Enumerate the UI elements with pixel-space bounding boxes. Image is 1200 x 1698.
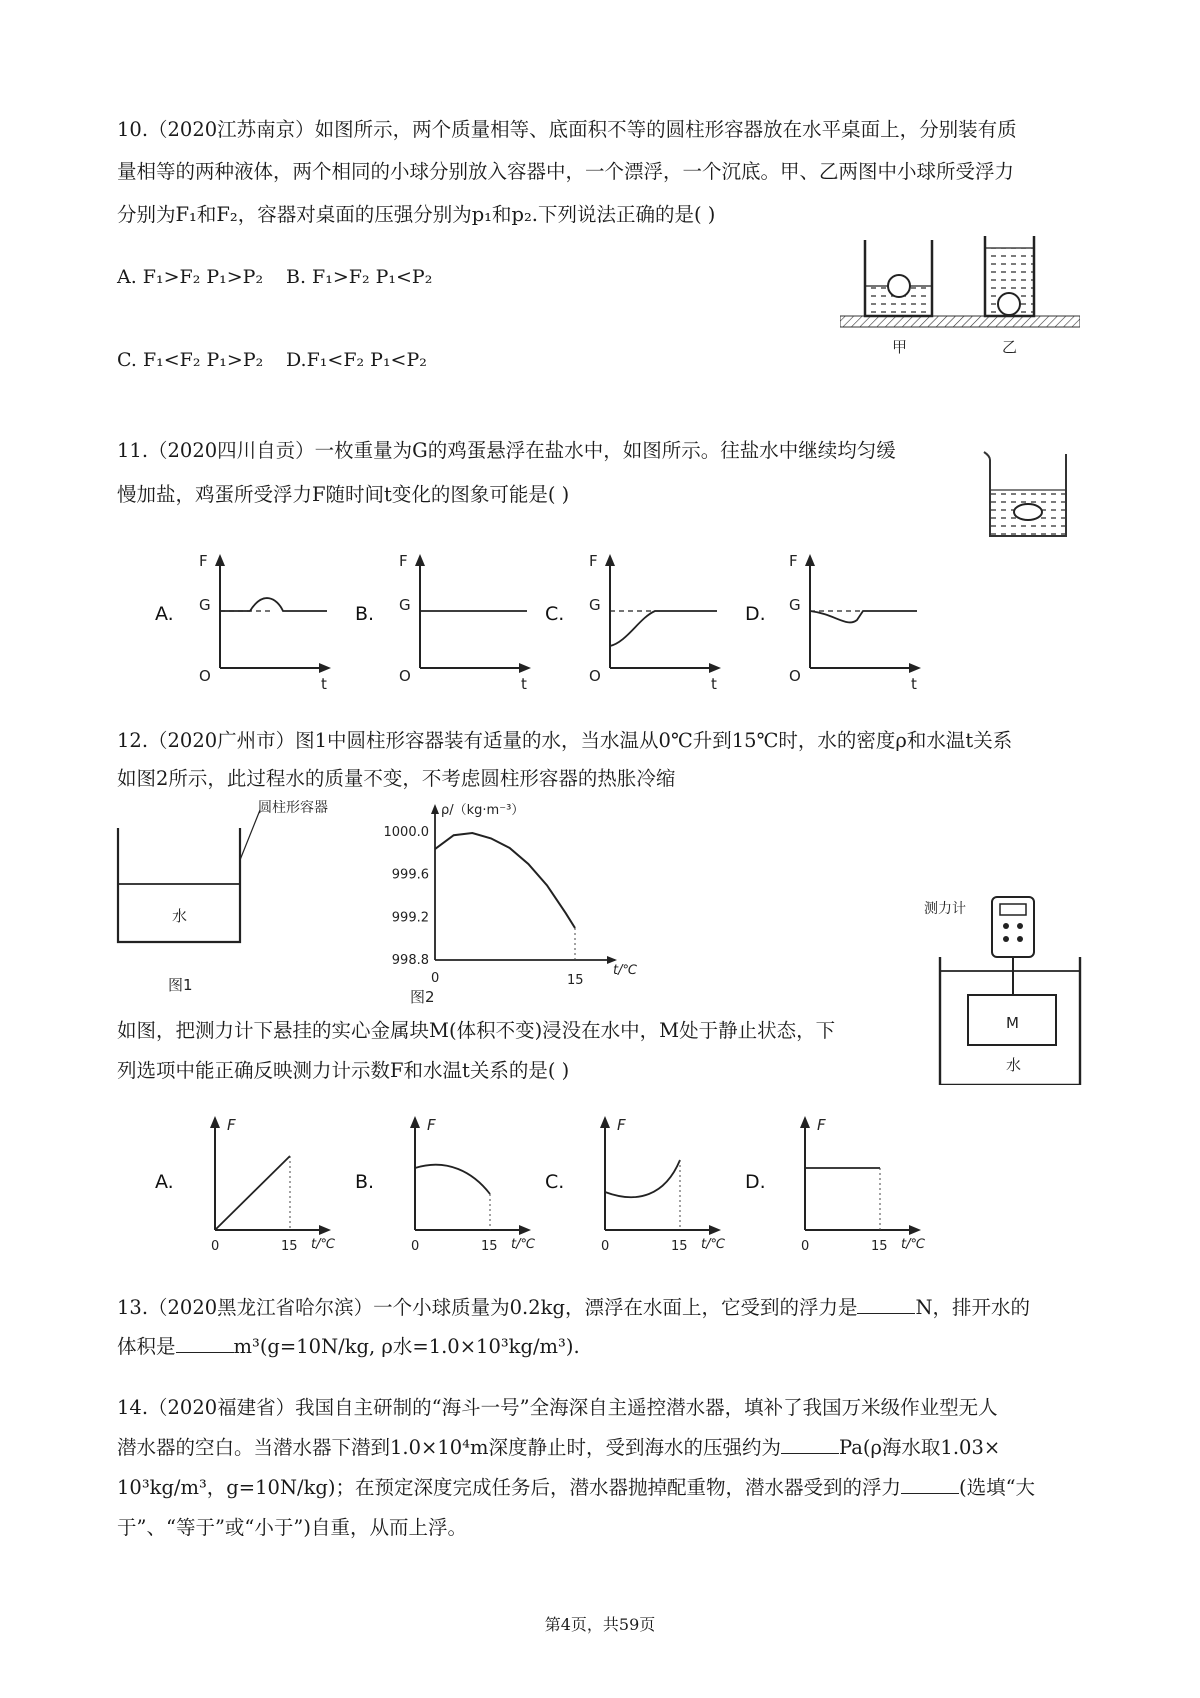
q11-origin-label: O xyxy=(589,667,601,685)
q11-y-axis-label: F xyxy=(399,552,408,570)
q14-text-3b: (选填“大 xyxy=(958,1476,1036,1499)
q11-option-letter: B. xyxy=(355,603,375,625)
q11-option-letter: A. xyxy=(155,603,174,625)
q11-option-graph-d xyxy=(745,548,925,698)
q12-line-3: 如图，把测力计下悬挂的实心金属块M(体积不变)浸没在水中，M处于静止状态，下 xyxy=(117,1019,836,1042)
q11-x-axis-label: t xyxy=(711,675,717,693)
q12-option-graph-d xyxy=(745,1110,945,1270)
q11-x-axis-label: t xyxy=(321,675,327,693)
q13-blank-volume[interactable] xyxy=(176,1334,234,1353)
q10-containers-figure xyxy=(840,236,1080,361)
q10-line-1: 10.（2020江苏南京）如图所示，两个质量相等、底面积不等的圆柱形容器放在水平桌面上，分别装有质 xyxy=(117,118,1017,141)
q12-line-4: 列选项中能正确反映测力计示数F和水温t关系的是( ) xyxy=(117,1059,570,1082)
q11-g-label: G xyxy=(399,596,411,614)
q12-origin-label: 0 xyxy=(411,1239,420,1254)
q13-line-2 xyxy=(117,1333,580,1361)
density-y-axis-label: ρ/（kg·m⁻³） xyxy=(441,803,525,818)
q12-x-tick-label: 15 xyxy=(481,1239,498,1254)
q12-x-axis-label: t/℃ xyxy=(901,1237,926,1252)
q12-y-axis-label: F xyxy=(227,1116,236,1134)
q14-line-4: 于”、“等于”或“小于”)自重，从而上浮。 xyxy=(117,1516,467,1539)
q14-text-3a: 10³kg/m³，g=10N/kg)；在预定深度完成任务后，潜水器抛掉配重物，潜水器受到的浮力 xyxy=(117,1476,901,1499)
q11-line-1: 11.（2020四川自贡）一枚重量为G的鸡蛋悬浮在盐水中，如图所示。往盐水中继续均匀缓 xyxy=(117,439,896,462)
q11-origin-label: O xyxy=(789,667,801,685)
q11-option-graph-b xyxy=(355,548,535,698)
q12-fig1-water-label: 水 xyxy=(172,907,188,925)
q14-line-3 xyxy=(117,1474,1035,1502)
q12-fig3-block-label: M xyxy=(1006,1014,1019,1032)
q11-beaker-figure xyxy=(980,450,1075,540)
q12-origin-label: 0 xyxy=(801,1239,810,1254)
q12-figure-1 xyxy=(110,800,360,1000)
q12-x-axis-label: t/℃ xyxy=(311,1237,336,1252)
q11-y-axis-label: F xyxy=(589,552,598,570)
q10-option-a: A. F₁>F₂ P₁>P₂ xyxy=(117,266,264,288)
q10-line-3: 分别为F₁和F₂，容器对桌面的压强分别为p₁和p₂.下列说法正确的是( ) xyxy=(117,203,716,226)
q12-option-graph-b xyxy=(355,1110,555,1270)
q10-option-d: D.F₁<F₂ P₁<P₂ xyxy=(286,349,427,371)
q11-line-2: 慢加盐，鸡蛋所受浮力F随时间t变化的图象可能是( ) xyxy=(117,483,570,506)
q11-x-axis-label: t xyxy=(521,675,527,693)
q11-origin-label: O xyxy=(399,667,411,685)
q14-blank-pressure[interactable] xyxy=(781,1435,839,1454)
q12-option-letter: D. xyxy=(745,1171,766,1193)
q11-option-graph-c xyxy=(545,548,725,698)
q12-x-axis-label: t/℃ xyxy=(701,1237,726,1252)
q12-x-tick-label: 15 xyxy=(281,1239,298,1254)
q11-option-graph-a xyxy=(155,548,335,698)
q14-line-1: 14.（2020福建省）我国自主研制的“海斗一号”全海深自主遥控潜水器，填补了我国万米级作业型无人 xyxy=(117,1396,998,1419)
q13-line-1 xyxy=(117,1294,1030,1322)
q12-figure-3 xyxy=(920,895,1090,1085)
density-y-tick-label: 998.8 xyxy=(391,953,429,968)
page-footer: 第4页，共59页 xyxy=(544,1615,656,1634)
q13-text-2: N，排开水的 xyxy=(915,1296,1031,1319)
density-y-tick-label: 1000.0 xyxy=(383,825,429,840)
q11-g-label: G xyxy=(789,596,801,614)
density-x-axis-label: t/℃ xyxy=(613,963,638,978)
density-x-tick-label: 15 xyxy=(567,973,584,988)
q12-option-letter: C. xyxy=(545,1171,565,1193)
q11-origin-label: O xyxy=(199,667,211,685)
q12-option-graph-c xyxy=(545,1110,745,1270)
density-x-tick-label: 0 xyxy=(431,971,440,986)
q14-text-2a: 潜水器的空白。当潜水器下潜到1.0×10⁴m深度静止时，受到海水的压强约为 xyxy=(117,1436,781,1459)
q10-line-2: 量相等的两种液体，两个相同的小球分别放入容器中，一个漂浮，一个沉底。甲、乙两图中小球所受浮力 xyxy=(117,160,1015,183)
q12-density-chart xyxy=(375,800,645,1005)
q12-origin-label: 0 xyxy=(211,1239,220,1254)
q12-origin-label: 0 xyxy=(601,1239,610,1254)
q11-x-axis-label: t xyxy=(911,675,917,693)
q12-option-letter: B. xyxy=(355,1171,375,1193)
q14-line-2 xyxy=(117,1434,1000,1462)
q11-option-letter: C. xyxy=(545,603,565,625)
q13-blank-buoyancy[interactable] xyxy=(857,1295,915,1314)
q12-fig3-water-label: 水 xyxy=(1006,1056,1022,1074)
q14-text-2b: Pa(ρ海水取1.03× xyxy=(838,1436,1001,1459)
q11-y-axis-label: F xyxy=(199,552,208,570)
q12-fig3-meter-label: 测力计 xyxy=(924,901,966,917)
q12-line-1: 12.（2020广州市）图1中圆柱形容器装有适量的水，当水温从0℃升到15℃时，水的密度ρ和水温t关系 xyxy=(117,729,1013,752)
q12-option-letter: A. xyxy=(155,1171,174,1193)
q12-y-axis-label: F xyxy=(427,1116,436,1134)
q12-x-tick-label: 15 xyxy=(871,1239,888,1254)
q12-y-axis-label: F xyxy=(817,1116,826,1134)
q11-y-axis-label: F xyxy=(789,552,798,570)
density-chart-caption: 图2 xyxy=(410,988,435,1005)
density-y-tick-label: 999.6 xyxy=(391,867,429,883)
q13-text-1: 13.（2020黑龙江省哈尔滨）一个小球质量为0.2kg，漂浮在水面上，它受到的浮力是 xyxy=(117,1296,858,1319)
density-y-arrow xyxy=(431,804,439,814)
q12-line-2: 如图2所示，此过程水的质量不变，不考虑圆柱形容器的热胀冷缩 xyxy=(117,767,676,790)
density-y-tick-label: 999.2 xyxy=(391,910,429,926)
q11-g-label: G xyxy=(589,596,601,614)
density-curve xyxy=(435,833,575,928)
q12-fig1-callout: 圆柱形容器 xyxy=(258,800,328,816)
q11-g-label: G xyxy=(199,596,211,614)
q11-option-letter: D. xyxy=(745,603,766,625)
q10-option-b: B. F₁>F₂ P₁<P₂ xyxy=(286,266,433,288)
q12-x-tick-label: 15 xyxy=(671,1239,688,1254)
q12-option-graph-a xyxy=(155,1110,355,1270)
q10-label-jia: 甲 xyxy=(892,338,908,356)
q14-blank-buoyancy[interactable] xyxy=(901,1475,959,1494)
q12-fig1-caption: 图1 xyxy=(168,976,193,994)
q10-label-yi: 乙 xyxy=(1002,338,1018,356)
q12-y-axis-label: F xyxy=(617,1116,626,1134)
q12-x-axis-label: t/℃ xyxy=(511,1237,536,1252)
q13-text-3: 体积是 xyxy=(117,1335,176,1358)
q10-option-c: C. F₁<F₂ P₁>P₂ xyxy=(117,349,264,371)
q13-text-4: m³(g=10N/kg, ρ水=1.0×10³kg/m³). xyxy=(233,1335,580,1358)
